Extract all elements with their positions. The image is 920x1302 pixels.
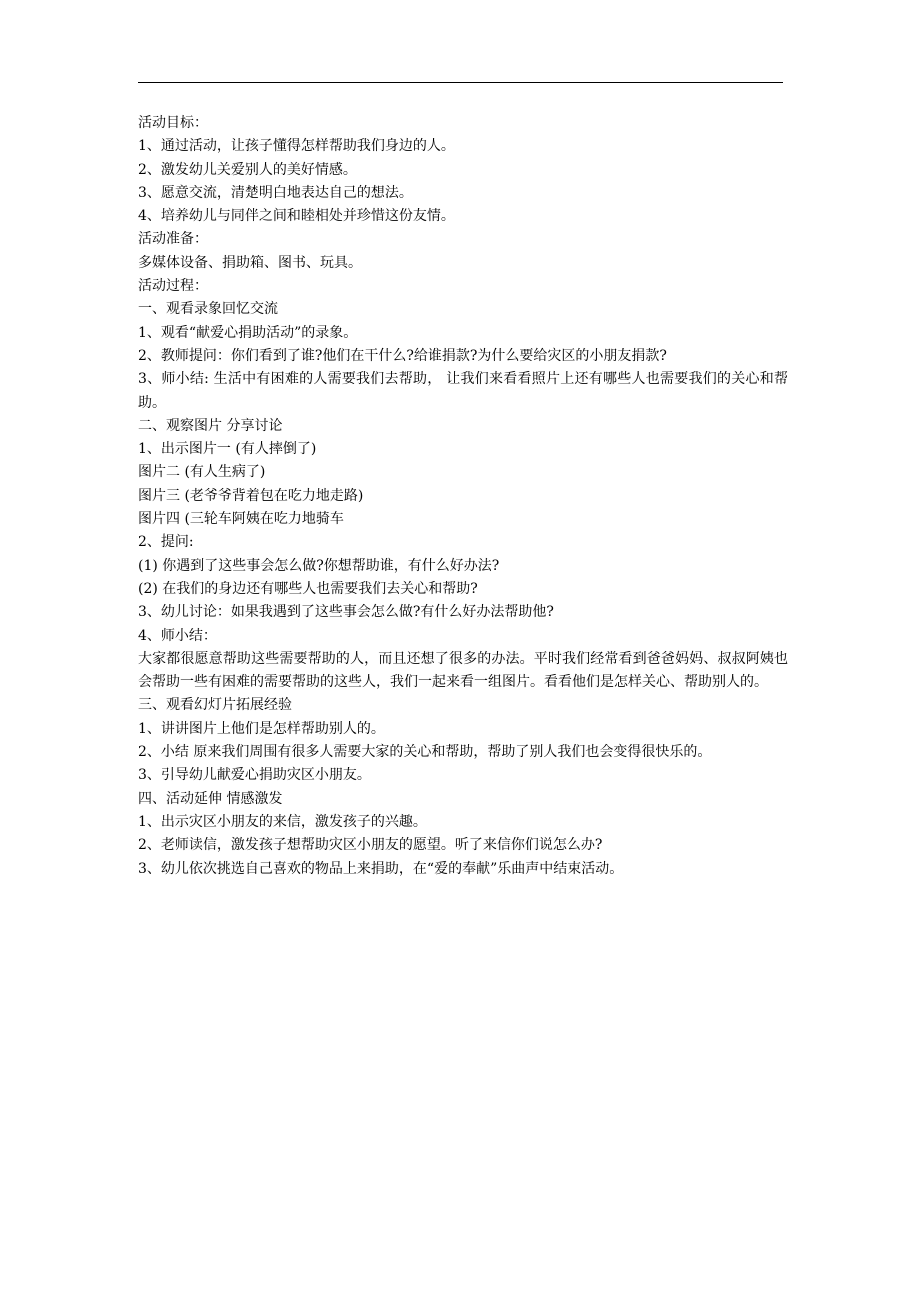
preparation-text: 多媒体设备、捐助箱、图书、玩具。 <box>138 254 362 271</box>
process-item: 1、讲讲图片上他们是怎样帮助别人的。 <box>138 720 385 737</box>
process-item: 3、师小结: 生活中有困难的人需要我们去帮助， 让我们来看看照片上还有哪些人也需要我们的关心和帮助。 <box>138 371 788 411</box>
goal-item: 2、激发幼儿关爱别人的美好情感。 <box>138 161 357 178</box>
process-item: 1、出示灾区小朋友的来信，激发孩子的兴趣。 <box>138 813 427 830</box>
goal-item: 4、培养幼儿与同伴之间和睦相处并珍惜这份友情。 <box>138 208 455 225</box>
process-item: 3、幼儿依次挑选自己喜欢的物品上来捐助，在“爱的奉献”乐曲声中结束活动。 <box>138 860 624 877</box>
process-paragraph: 大家都很愿意帮助这些需要帮助的人，而且还想了很多的办法。平时我们经常看到爸爸妈妈、叔叔阿姨也会帮助一些有困难的需要帮助的这些人，我们一起来看一组图片。看看他们是怎样关心、帮助别人的。 <box>138 650 788 691</box>
goal-item: 3、愿意交流，清楚明白地表达自己的想法。 <box>138 184 413 201</box>
section-label-preparation: 活动准备： <box>138 231 208 248</box>
process-item: 3、幼儿讨论：如果我遇到了这些事会怎么做?有什么好办法帮助他? <box>138 604 554 621</box>
process-item: 1、出示图片一 (有人摔倒了) <box>138 441 317 458</box>
process-item: 2、老师读信，激发孩子想帮助灾区小朋友的愿望。听了来信你们说怎么办? <box>138 837 603 854</box>
process-item: 图片三 (老爷爷背着包在吃力地走路) <box>138 487 364 504</box>
process-heading: 三、观看幻灯片拓展经验 <box>138 697 292 714</box>
process-item: 2、教师提问：你们看到了谁?他们在干什么?给谁捐款?为什么要给灾区的小朋友捐款? <box>138 347 667 364</box>
process-item: 1、观看“献爱心捐助活动”的录象。 <box>138 324 358 341</box>
process-item: (1) 你遇到了这些事会怎么做?你想帮助谁，有什么好办法? <box>138 557 500 574</box>
process-item: 2、小结 原来我们周围有很多人需要大家的关心和帮助，帮助了别人我们也会变得很快乐的。 <box>138 744 712 761</box>
process-item: 4、师小结： <box>138 627 217 644</box>
process-heading: 一、观看录象回忆交流 <box>138 301 278 318</box>
process-item: 图片四 (三轮车阿姨在吃力地骑车 <box>138 511 344 528</box>
section-label-process: 活动过程： <box>138 278 208 295</box>
process-heading: 四、活动延伸 情感激发 <box>138 790 283 807</box>
process-item: 图片二 (有人生病了) <box>138 464 266 481</box>
goal-item: 1、通过活动，让孩子懂得怎样帮助我们身边的人。 <box>138 138 455 155</box>
document-body <box>138 112 788 881</box>
section-label-goals: 活动目标： <box>138 115 208 131</box>
process-item: 2、提问: <box>138 534 194 551</box>
process-item: 3、引导幼儿献爱心捐助灾区小朋友。 <box>138 767 371 784</box>
header-rule <box>138 82 783 83</box>
process-item: (2) 在我们的身边还有哪些人也需要我们去关心和帮助? <box>138 580 478 597</box>
process-heading: 二、观察图片 分享讨论 <box>138 417 283 434</box>
